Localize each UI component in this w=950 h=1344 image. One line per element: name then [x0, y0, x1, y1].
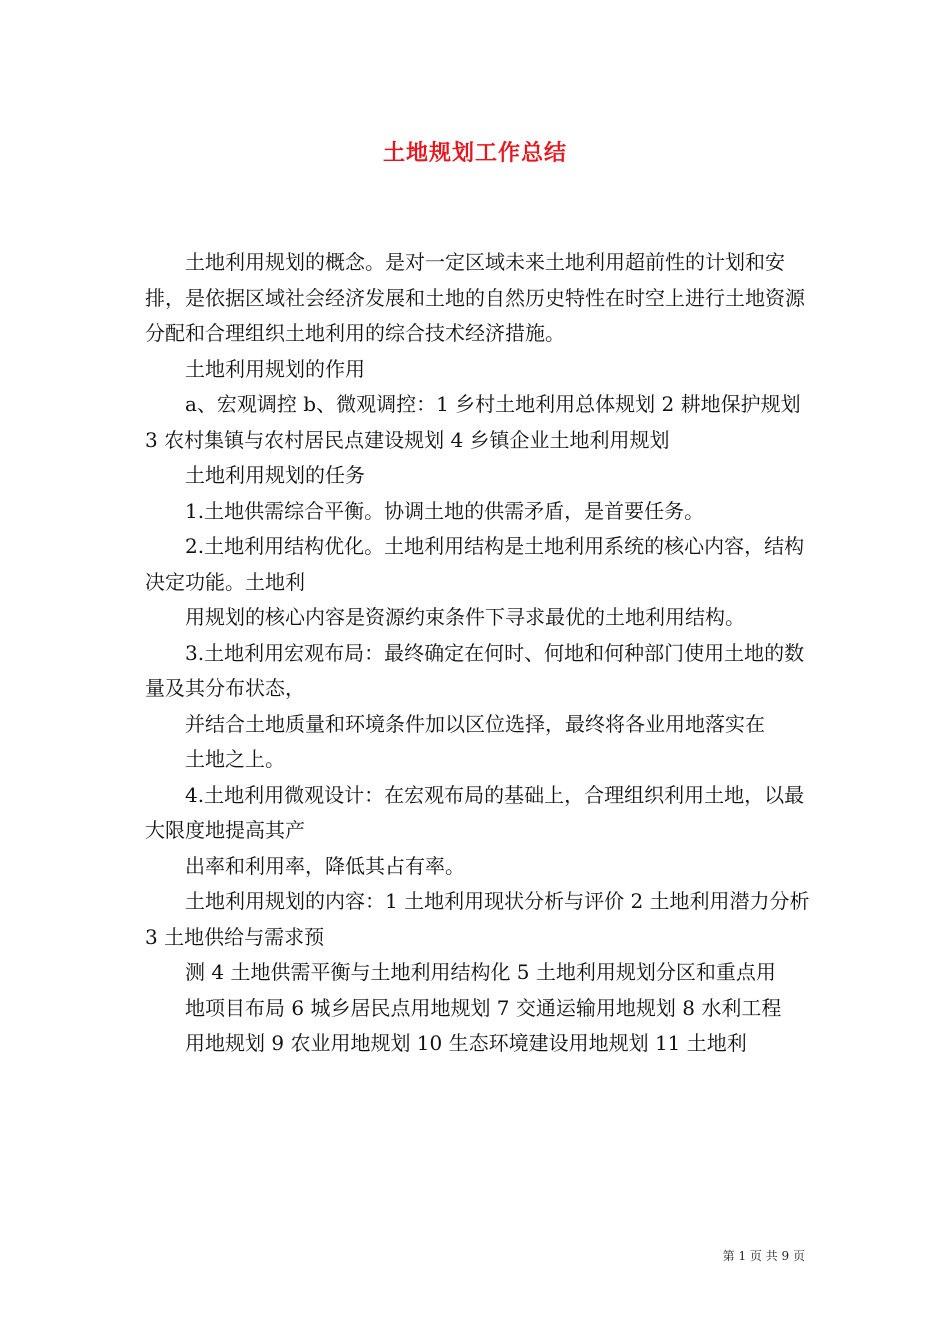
paragraph: 土地利用规划的概念。是对一定区域未来土地利用超前性的计划和安排，是依据区域社会经济发展和土地的自然历史特性在时空上进行土地资源分配和合理组织土地利用的综合技术经济措施。: [145, 250, 805, 345]
paragraph: 并结合土地质量和环境条件加以区位选择，最终将各业用地落实在: [185, 711, 765, 736]
paragraph: 出率和利用率，降低其占有率。: [185, 853, 465, 878]
paragraph: 3.土地利用宏观布局：最终确定在何时、何地和何种部门使用土地的数量及其分布状态，: [145, 640, 805, 700]
paragraph: 1.土地供需综合平衡。协调土地的供需矛盾，是首要任务。: [185, 498, 705, 523]
paragraph: 土地之上。: [185, 747, 285, 771]
paragraph: 土地利用规划的作用: [185, 356, 365, 381]
paragraph: 土地利用规划的内容：1 土地利用现状分析与评价 2 土地利用潜力分析 3 土地供给与需求预: [145, 889, 810, 949]
paragraph: a、宏观调控 b、微观调控：1 乡村土地利用总体规划 2 耕地保护规划 3 农村集镇与农村居民点建设规划 4 乡镇企业土地利用规划: [145, 392, 801, 452]
paragraph: 4.土地利用微观设计：在宏观布局的基础上，合理组织利用土地，以最大限度地提高其产: [145, 782, 805, 842]
paragraph: 用地规划 9 农业用地规划 10 生态环境建设用地规划 11 土地利: [185, 1031, 747, 1055]
paragraph: 测 4 土地供需平衡与土地利用结构化 5 土地利用规划分区和重点用: [185, 960, 776, 984]
page-footer: 第 1 页 共 9 页: [722, 1249, 805, 1263]
paragraph: 用规划的核心内容是资源约束条件下寻求最优的土地利用结构。: [185, 605, 745, 629]
document-body: [145, 245, 810, 1062]
document-title: 土地规划工作总结: [382, 140, 567, 166]
paragraph: 地项目布局 6 城乡居民点用地规划 7 交通运输用地规划 8 水利工程: [185, 995, 782, 1020]
paragraph: 土地利用规划的任务: [185, 463, 365, 487]
paragraph: 2.土地利用结构优化。土地利用结构是土地利用系统的核心内容，结构决定功能。土地利: [145, 534, 805, 594]
